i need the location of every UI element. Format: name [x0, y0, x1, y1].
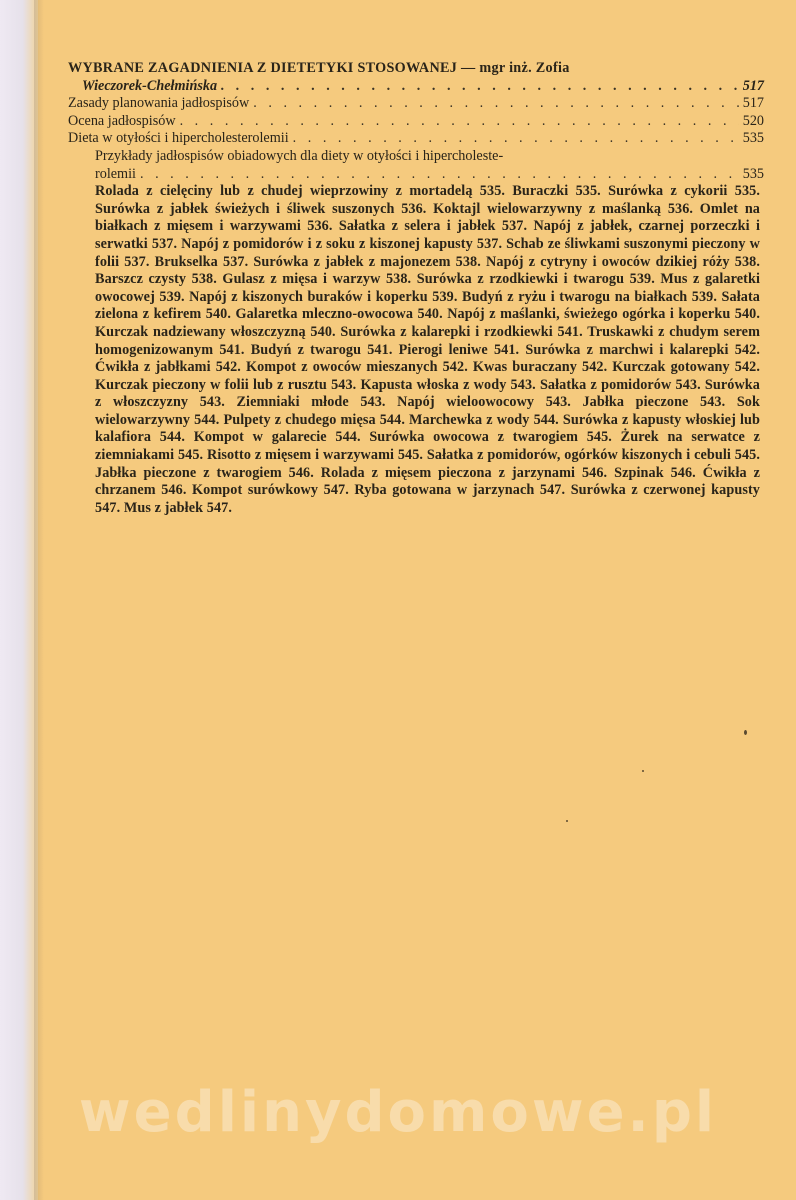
recipe-list: Rolada z cielęciny lub z chudej wieprzowiny z mortadelą 535. Buraczki 535. Surówka z cykorii 535. Surówka z jabłek świeżych i śliwek suszonych 536. Koktajl wielowarzywny z maślanką 536. Omlet na białkach z mięsem i warzywami 536. Sałatka z selera i jabłek 537. Napój z jabłek, czarnej porzeczki i serwatki 537. Napój z pomidorów i z soku z kiszonej kapusty 537. Schab ze śliwkami suszonymi pieczony w folii 537. Brukselka 537. Surówka z jabłek z majonezem 538. Napój z cytryny i owoców dzikiej róży 538. Barszcz czysty 538. Gulasz z mięsa i warzyw 538. Surówka z rzodkiewki i twarogu 539. Mus z galaretki owocowej 539. Napój z kiszonych buraków i koperku 539. Budyń z ryżu i twarogu na białkach 539. Sałata zielona z kefirem 540. Galaretka mleczno-owocowa 540. Napój z maślanki, świeżego ogórka i koperku 540. Kurczak nadziewany włoszczyzną 540. Surówka z kalarepki i rzodkiewki 541. Truskawki z chudym serem homogenizowanym 541. Budyń z twarogu 541. Pierogi leniwe 541. Surówka z marchwi i kalarepki 542. Ćwikła z jabłkami 542. Kompot z owoców mieszanych 542. Kwas buraczany 542. Kurczak gotowany 542. Kurczak pieczony w folii lub z rusztu 543. Kapusta włoska z wody 543. Sałatka z pomidorów 543. Surówka z włoszczyzny 543. Ziemniaki młode 543. Napój wieloowocowy 543. Jabłka pieczone 543. Sok wielowarzywny 544. Pulpety z chudego mięsa 544. Marchewka z wody 544. Surówka z kapusty włoskiej lub kalafiora 544. Kompot w galarecie 544. Surówka owocowa z twarogiem 545. Żurek na serwatce z ziemniakami 545. Risotto z mięsem i warzywami 545. Sałatka z pomidorów, ogórków kiszonych i cebuli 545. Jabłka pieczone z twarogiem 546. Rolada z mięsem pieczona z jarzynami 546. Szpinak 546. Ćwikła z chrzanem 546. Kompot surówkowy 547. Ryba gotowana w jarzynach 547. Surówka z czerwonej kapusty 547. Mus z jabłek 547.: [95, 183, 760, 516]
toc-entry-label: Dieta w otyłości i hipercholesterolemii: [68, 130, 289, 147]
paper-speck: [642, 770, 644, 772]
subentry-title-line: Przykłady jadłospisów obiadowych dla diety w otyłości i hipercholeste-: [95, 147, 504, 164]
page-number: 517: [742, 95, 764, 112]
toc-entry-label: Zasady planowania jadłospisów: [68, 95, 250, 112]
toc-entry: [68, 130, 764, 148]
page-number: 535: [742, 130, 764, 147]
dot-leader: [253, 95, 738, 113]
subentry-label: rolemii: [95, 165, 136, 182]
dot-leader: [221, 78, 739, 96]
page-number: 517: [742, 77, 764, 94]
page-spine: [0, 0, 38, 1200]
page-number: 535: [742, 165, 764, 182]
spine-shadow: [34, 0, 44, 1200]
section-title: WYBRANE ZAGADNIENIA Z DIETETYKI STOSOWANEJ — mgr inż. Zofia: [68, 60, 570, 76]
toc-entry: [68, 95, 764, 113]
toc-entry: [68, 113, 764, 131]
dot-leader: [293, 130, 739, 148]
toc-entry-label: Ocena jadłospisów: [68, 112, 176, 129]
section-author-entry: [68, 78, 764, 96]
page-number: 520: [742, 112, 764, 129]
section-author: Wieczorek-Chełmińska: [82, 77, 218, 94]
subentry: [68, 166, 764, 184]
watermark: wedlinydomowe.pl: [78, 1080, 718, 1145]
dot-leader: [180, 113, 739, 131]
dot-leader: [140, 166, 739, 184]
paper-speck: [566, 820, 568, 822]
table-of-contents: [68, 60, 764, 517]
paper-speck: [744, 730, 747, 735]
